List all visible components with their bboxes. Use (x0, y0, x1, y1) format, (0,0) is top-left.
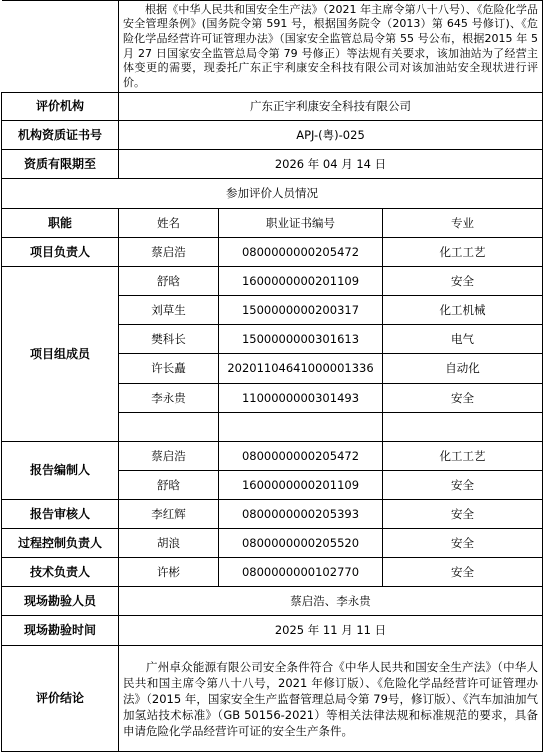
person-cert: 0800000000102770 (219, 558, 383, 587)
table-row (2, 529, 543, 558)
person-major: 安全 (383, 471, 543, 500)
person-major: 安全 (383, 267, 543, 296)
table-row (2, 267, 543, 296)
person-cert: 1600000000201109 (219, 471, 383, 500)
role-leader: 项目负责人 (2, 238, 119, 267)
agency-label: 评价机构 (2, 93, 119, 121)
site-time-value: 2025 年 11 月 11 日 (119, 616, 543, 646)
person-major: 化工工艺 (383, 442, 543, 471)
table-row (2, 500, 543, 529)
person-name: 舒晗 (119, 471, 219, 500)
cert-value: APJ-(粤)-025 (119, 121, 543, 150)
person-cert: 1500000000301613 (219, 325, 383, 354)
intro-paragraph: 根据《中华人民共和国安全生产法》（2021 年主席令第八十八号）、《危险化学品安全管理条例》(国务院令第 591 号，根据国务院令（2013）第 645 号修订)、《危险化学品经营许可证管理办法》（国家安全监管总局令第 55 号公布，根据2015 年 5 月 27 日国家安全监管总局令第 79 号修正）等法规有关要求，该加油站为了经营主体变更的需要，现委托广东正宇利康安全科技有限公司对该加油站安全现状进行评价。 (119, 1, 543, 93)
validity-row (2, 150, 543, 179)
person-cert (219, 413, 383, 442)
person-name: 蔡启浩 (119, 238, 219, 267)
person-cert: 0800000000205393 (219, 500, 383, 529)
site-time-label: 现场勘验时间 (2, 616, 119, 646)
header-role: 职能 (2, 209, 119, 238)
role-writer: 报告编制人 (2, 442, 119, 500)
person-major: 化工工艺 (383, 238, 543, 267)
table-row (2, 558, 543, 587)
conclusion-row (2, 646, 543, 752)
role-tech: 技术负责人 (2, 558, 119, 587)
role-process: 过程控制负责人 (2, 529, 119, 558)
person-name: 李永贵 (119, 384, 219, 413)
person-cert: 1600000000201109 (219, 267, 383, 296)
role-members: 项目组成员 (2, 267, 119, 442)
cert-label: 机构资质证书号 (2, 121, 119, 150)
site-time-row (2, 616, 543, 646)
header-cert: 职业证书编号 (219, 209, 383, 238)
table-row (2, 442, 543, 471)
person-cert: 0800000000205472 (219, 442, 383, 471)
conclusion-label: 评价结论 (2, 646, 119, 752)
person-cert: 1500000000200317 (219, 296, 383, 325)
site-inspectors-value: 蔡启浩、李永贵 (119, 587, 543, 616)
person-name: 樊科长 (119, 325, 219, 354)
personnel-header-row (2, 209, 543, 238)
validity-label: 资质有限期至 (2, 150, 119, 179)
header-major: 专业 (383, 209, 543, 238)
agency-row (2, 93, 543, 121)
person-major: 电气 (383, 325, 543, 354)
person-name (119, 413, 219, 442)
person-name: 蔡启浩 (119, 442, 219, 471)
role-reviewer: 报告审核人 (2, 500, 119, 529)
validity-value: 2026 年 04 月 14 日 (119, 150, 543, 179)
person-cert: 1100000000301493 (219, 384, 383, 413)
person-name: 许长矗 (119, 354, 219, 384)
table-row (2, 238, 543, 267)
cert-row (2, 121, 543, 150)
personnel-section-title: 参加评价人员情况 (2, 179, 543, 209)
person-cert: 0800000000205472 (219, 238, 383, 267)
header-name: 姓名 (119, 209, 219, 238)
site-inspectors-row (2, 587, 543, 616)
person-major: 安全 (383, 529, 543, 558)
person-name: 胡浪 (119, 529, 219, 558)
person-major: 安全 (383, 384, 543, 413)
person-name: 许彬 (119, 558, 219, 587)
intro-row (2, 1, 543, 93)
person-cert: 20201104641000001336 (219, 354, 383, 384)
person-major: 安全 (383, 558, 543, 587)
agency-value: 广东正宇利康安全科技有限公司 (119, 93, 543, 121)
person-name: 李红辉 (119, 500, 219, 529)
evaluation-info-table (1, 0, 543, 752)
person-major: 自动化 (383, 354, 543, 384)
person-major (383, 413, 543, 442)
personnel-title-row (2, 179, 543, 209)
person-name: 刘草生 (119, 296, 219, 325)
person-major: 化工机械 (383, 296, 543, 325)
person-name: 舒晗 (119, 267, 219, 296)
site-inspectors-label: 现场勘验人员 (2, 587, 119, 616)
person-cert: 0800000000205520 (219, 529, 383, 558)
person-major: 安全 (383, 500, 543, 529)
conclusion-text: 广州卓众能源有限公司安全条件符合《中华人民共和国安全生产法》（中华人民共和国主席令第八十八号，2021 年修订版）、《危险化学品经营许可证管理办法》（2015 年，国家安全生产监督管理总局令第 79号，修订版）、《汽车加油加气加氢站技术标准》（GB 50156-2021）等相关法律法规和标准规范的要求，具备申请危险化学品经营许可证的安全生产条件。 (119, 646, 543, 752)
